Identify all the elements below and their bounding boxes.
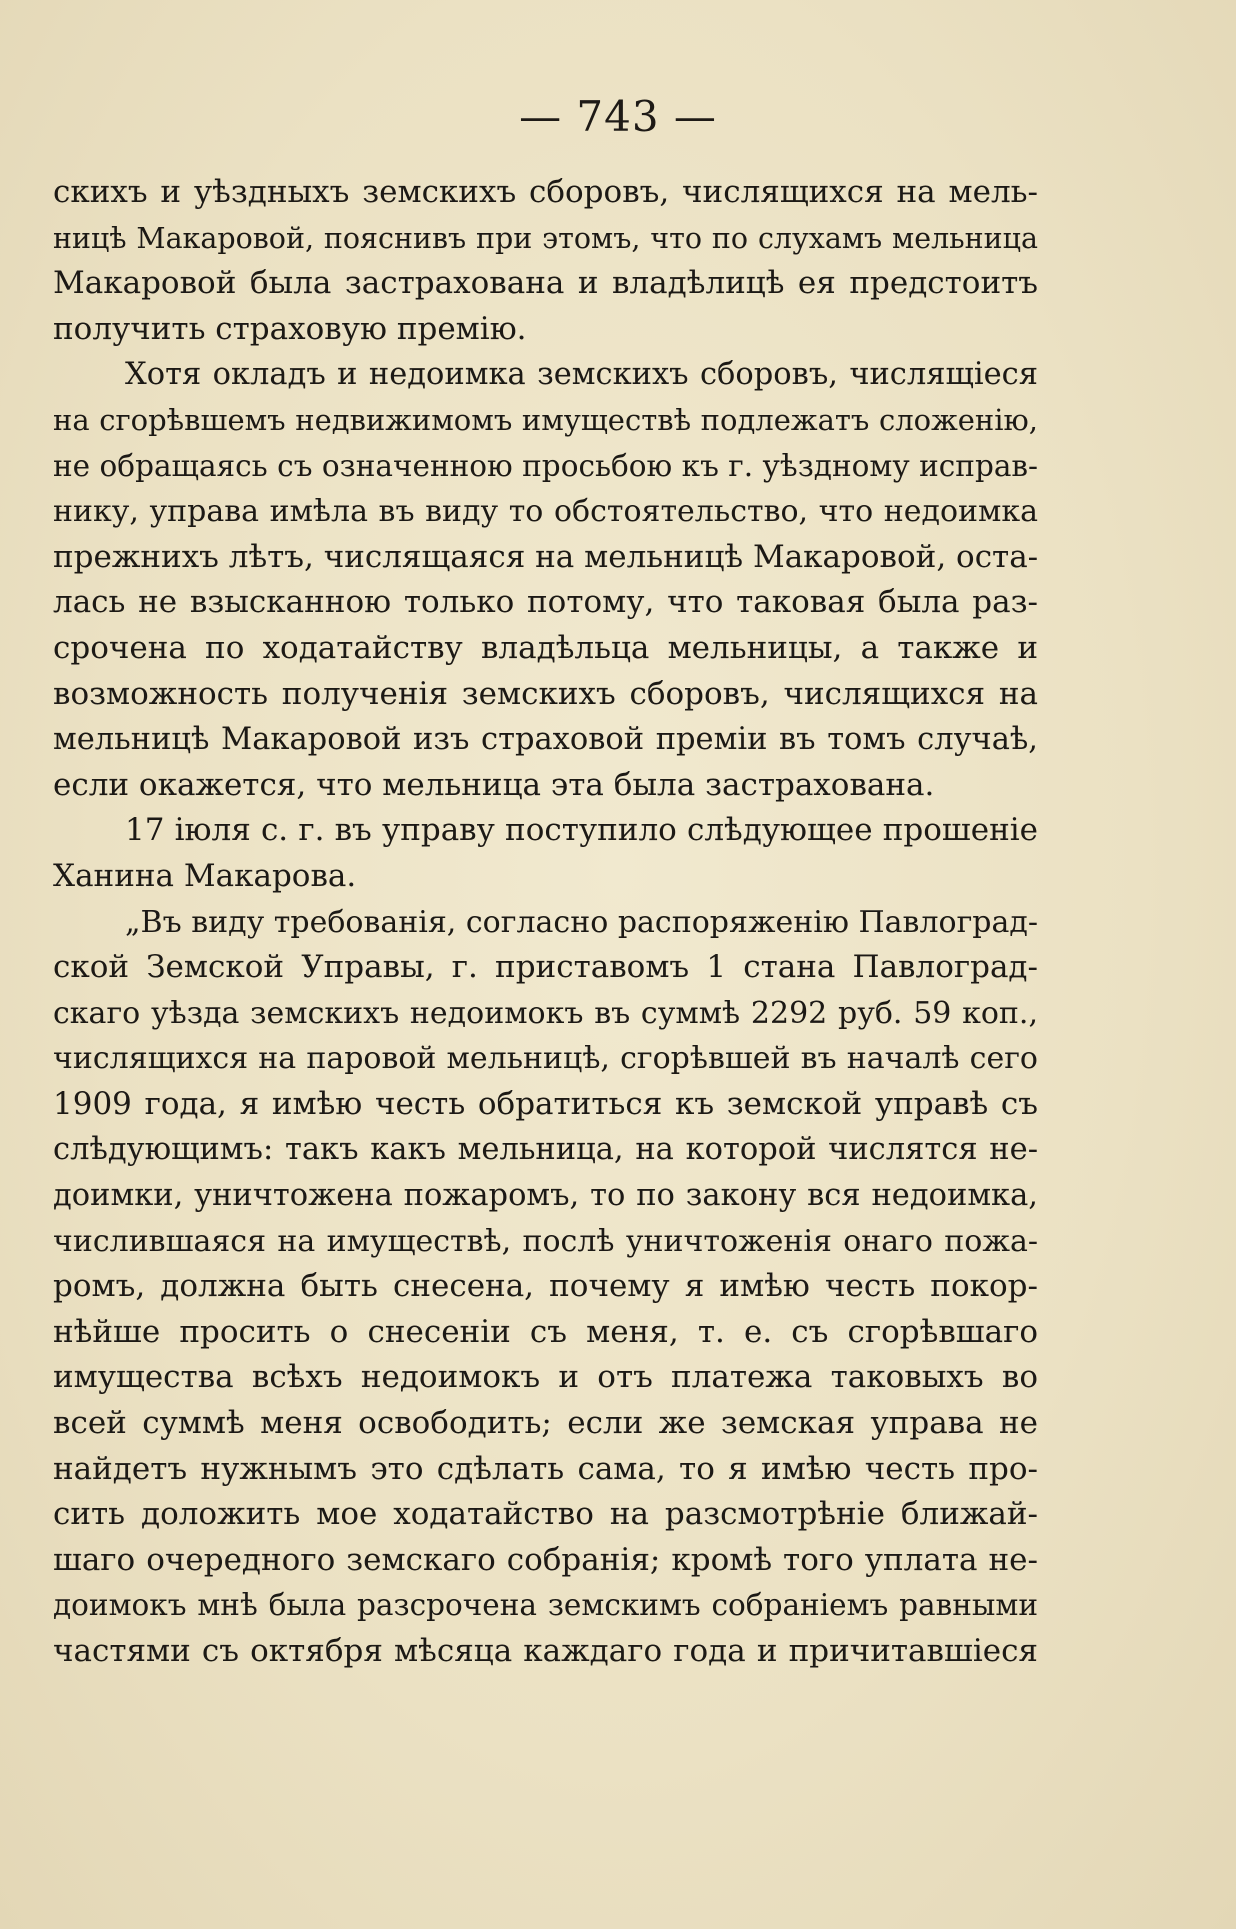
text-line: на сгорѣвшемъ недвижимомъ имуществѣ подлежатъ сложенію, [53, 402, 1038, 437]
text-line: скаго уѣзда земскихъ недоимокъ въ суммѣ 2292 руб. 59 коп., [53, 995, 1038, 1031]
text-line: доимки, уничтожена пожаромъ, то по закону вся недоимка, [53, 1178, 1038, 1214]
text-line: Хотя окладъ и недоимка земскихъ сборовъ, числящіеся [125, 357, 1038, 393]
text-line: лась не взысканною только потому, что таковая была раз- [53, 584, 1038, 621]
text-line: если окажется, что мельница эта была застрахована. [53, 766, 935, 803]
text-line: мельницѣ Макаровой изъ страховой преміи въ томъ случаѣ, [53, 722, 1038, 758]
text-line: нѣйше просить о снесеніи съ меня, т. е. съ сгорѣвшаго [53, 1313, 1038, 1350]
text-line: всей суммѣ меня освободить; если же земская управа не [53, 1405, 1038, 1442]
text-line: „Въ виду требованія, согласно распоряженію Павлоград- [125, 904, 1038, 940]
text-line: ромъ, должна быть снесена, почему я имѣю честь покор- [53, 1268, 1038, 1305]
text-line: нику, управа имѣла въ виду то обстоятельство, что недоимка [53, 494, 1038, 530]
body-text [53, 170, 1038, 1675]
text-line: ницѣ Макаровой, пояснивъ при этомъ, что по слухамъ мельница [53, 221, 1038, 255]
text-line: имущества всѣхъ недоимокъ и отъ платежа таковыхъ во [53, 1359, 1038, 1396]
text-line: ской Земской Управы, г. приставомъ 1 стана Павлоград- [53, 949, 1038, 986]
text-line: найдетъ нужнымъ это сдѣлать сама, то я имѣю честь про- [53, 1450, 1038, 1487]
text-line: срочена по ходатайству владѣльца мельницы, а также и [53, 629, 1038, 666]
text-line: не обращаясь съ означенною просьбою къ г. уѣздному исправ- [53, 448, 1038, 483]
page-number: — 743 — [519, 92, 717, 141]
text-line: сить доложить мое ходатайство на разсмотрѣніе ближай- [53, 1496, 1038, 1533]
text-line: Макаровой была застрахована и владѣлицѣ ея предстоитъ [53, 265, 1038, 302]
text-line: частями съ октября мѣсяца каждаго года и причитавшіеся [53, 1633, 1038, 1669]
text-line: числящихся на паровой мельницѣ, сгорѣвшей въ началѣ сего [53, 1041, 1038, 1077]
text-line: доимокъ мнѣ была разсрочена земскимъ собраніемъ равными [53, 1588, 1038, 1623]
text-line: возможность полученія земскихъ сборовъ, числящихся на [53, 675, 1038, 712]
text-line: получить страховую премію. [53, 310, 527, 347]
text-line: шаго очередного земскаго собранія; кромѣ того уплата не- [53, 1541, 1038, 1578]
text-line: прежнихъ лѣтъ, числящаяся на мельницѣ Макаровой, оста- [53, 538, 1039, 575]
text-line: 1909 года, я имѣю честь обратиться къ земской управѣ съ [53, 1085, 1038, 1122]
text-line: числившаяся на имуществѣ, послѣ уничтоженія онаго пожа- [53, 1223, 1038, 1259]
text-line: Ханина Макарова. [53, 857, 357, 894]
text-line: слѣдующимъ: такъ какъ мельница, на которой числятся не- [53, 1132, 1038, 1168]
text-line: 17 іюля с. г. въ управу поступило слѣдующее прошеніе [125, 812, 1038, 849]
text-line: скихъ и уѣздныхъ земскихъ сборовъ, числящихся на мель- [53, 174, 1038, 210]
